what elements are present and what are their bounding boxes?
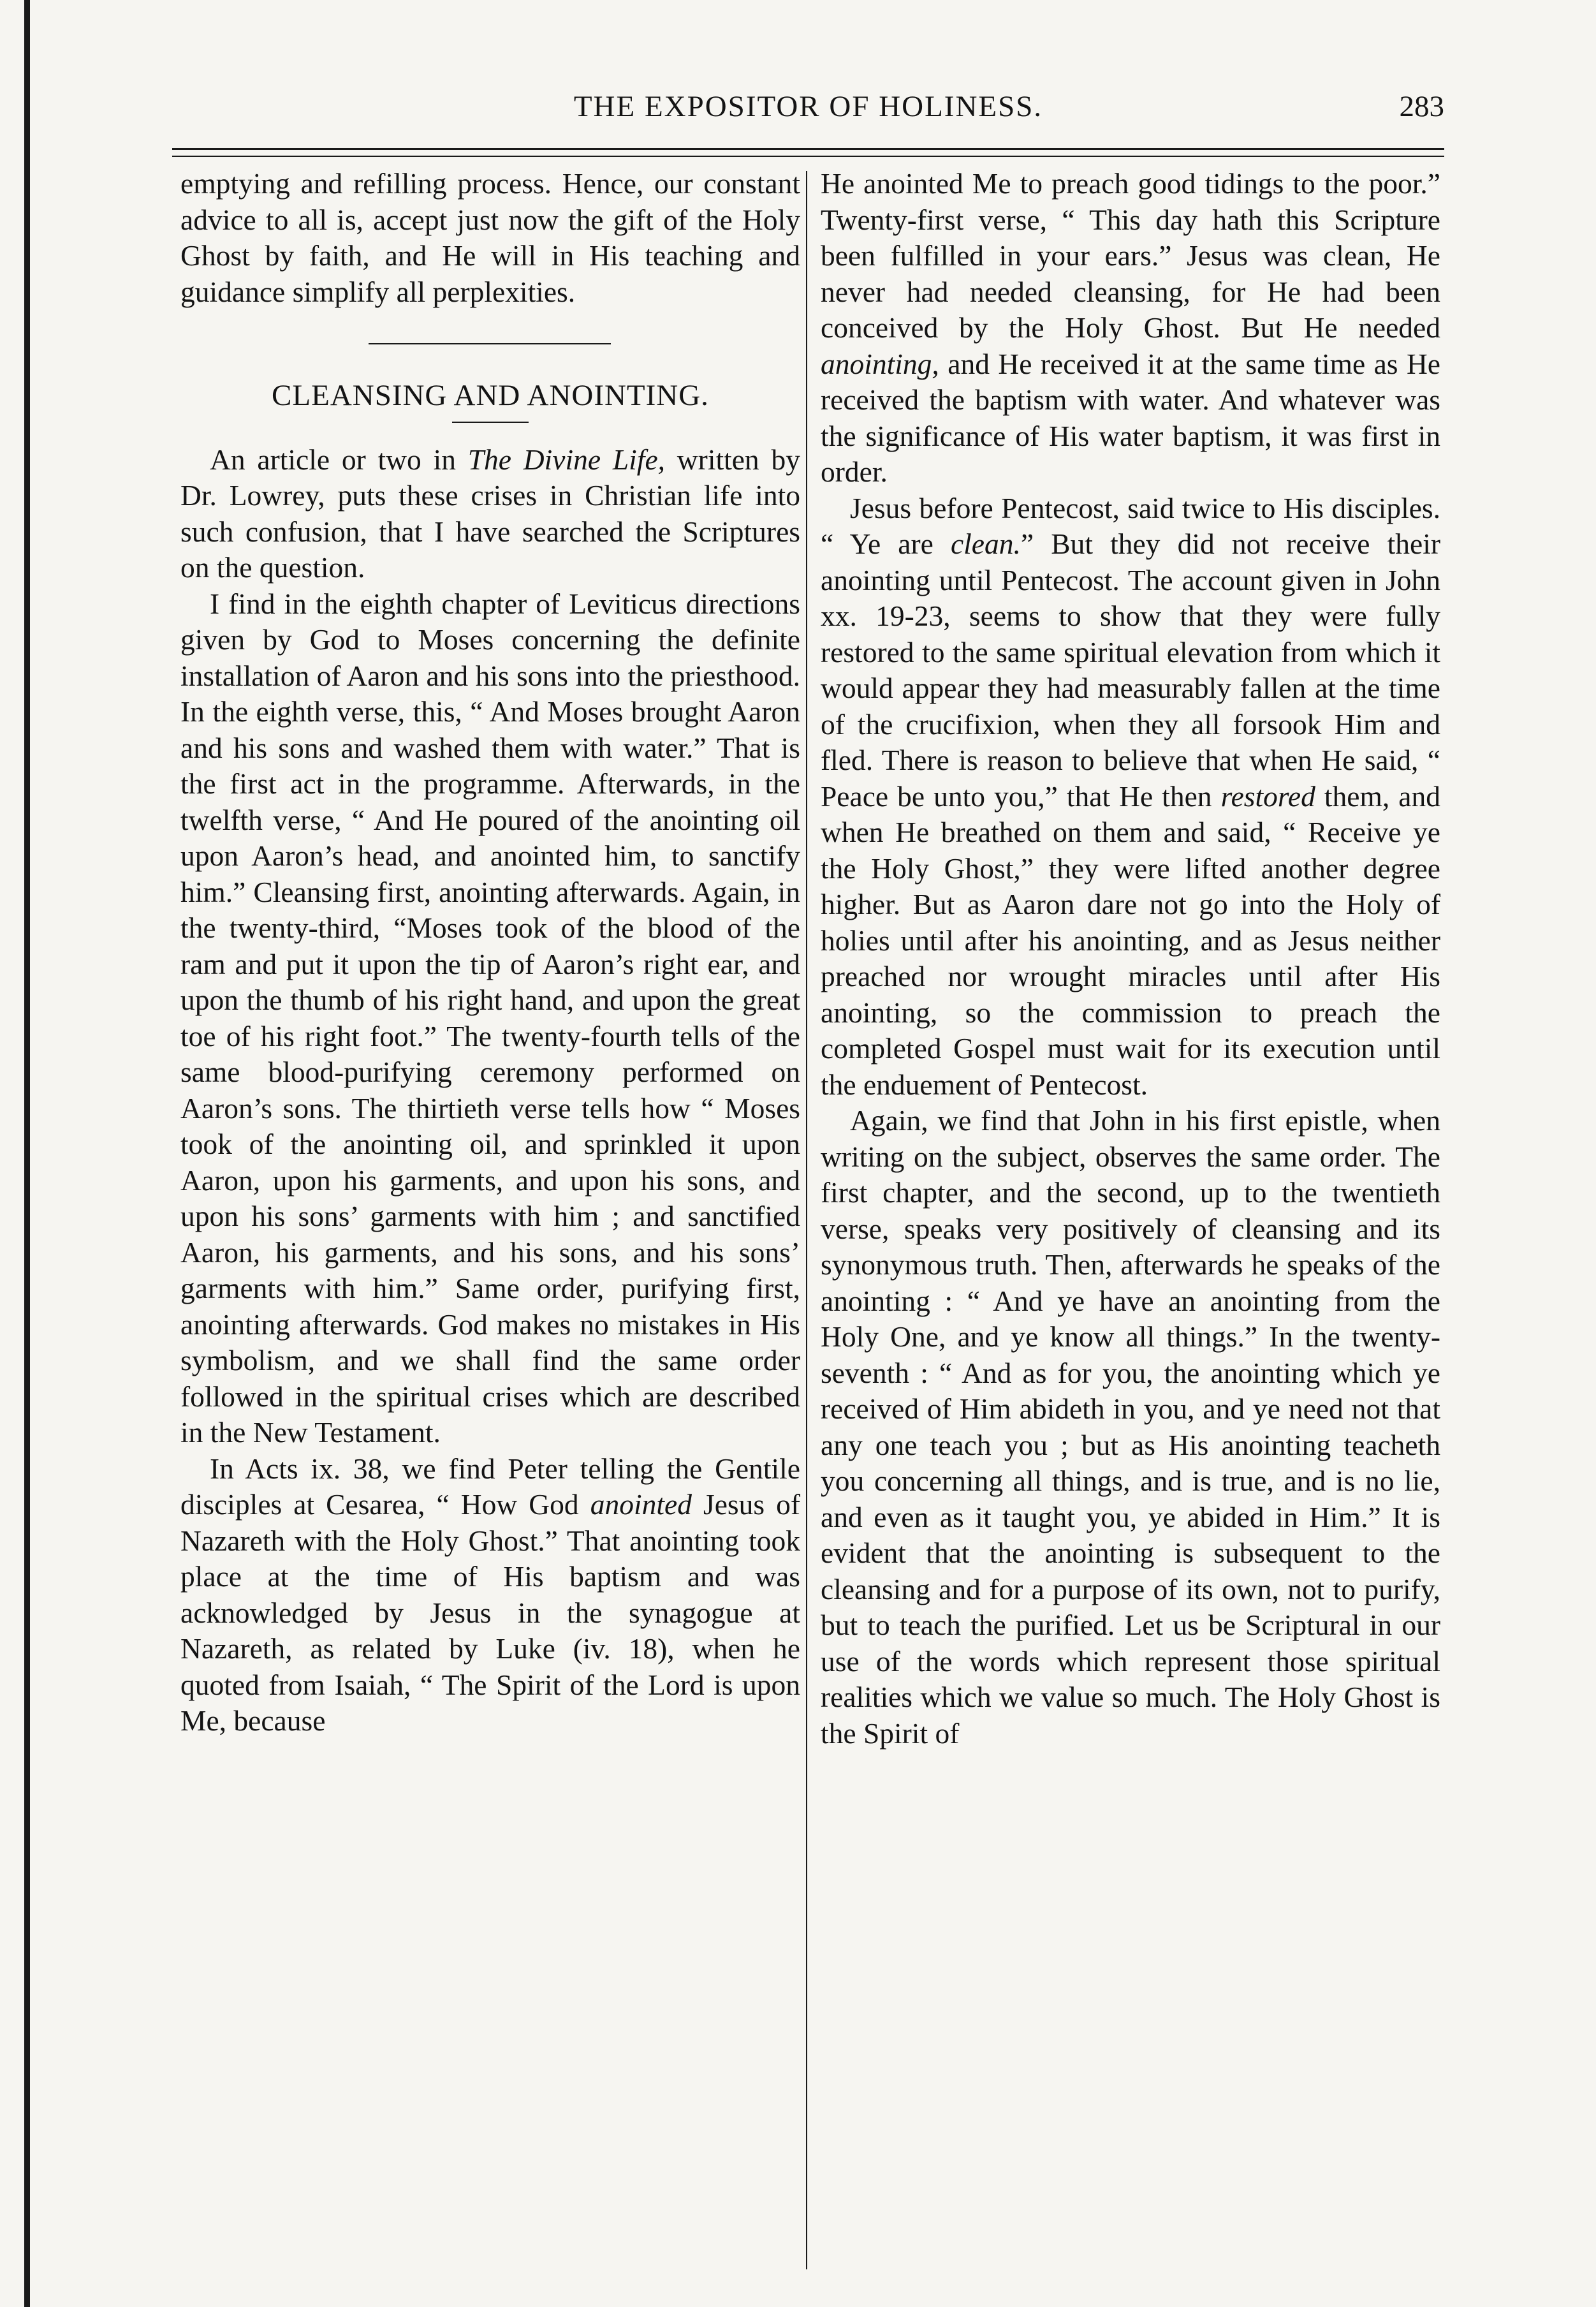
italic-title: The Divine Life, — [467, 443, 666, 476]
left-column — [180, 166, 800, 1739]
header-rule-bottom — [172, 156, 1444, 157]
page-header — [172, 89, 1444, 140]
italic-word: restored — [1220, 779, 1315, 813]
heading-underline-rule — [452, 422, 529, 423]
right-continuation-paragraph: He anointed Me to preach good tidings to the poor.” Twenty-first verse, “ This day hath this Scripture been fulfilled in your ears.” Jesus was clean, He never had needed cleansing, for He had been conceived by the Holy Ghost. But He needed anointing, and He received it at the same time as He received the baptism with water. And whatever was the significance of His water baptism, it was first in order. — [821, 167, 1440, 488]
page-binding-edge — [24, 0, 30, 2307]
left-continuation-paragraph: emptying and refilling process. Hence, our constant advice to all is, accept just now the gift of the Holy Ghost by faith, and He will in His teaching and guidance simplify all perplexities. — [180, 167, 800, 308]
page-number: 283 — [1399, 90, 1444, 123]
section-heading: CLEANSING AND ANOINTING. — [272, 379, 709, 412]
article-paragraph-1: An article or two in The Divine Life, written by Dr. Lowrey, puts these crises in Christian life into such confusion, that I have searched the Scriptures on the question. — [180, 443, 800, 584]
column-divider — [806, 171, 807, 2269]
section-separator-rule — [369, 343, 611, 344]
italic-word: anointing, — [821, 347, 939, 380]
italic-word: clean. — [950, 527, 1021, 560]
right-column — [821, 166, 1440, 1751]
running-title: THE EXPOSITOR OF HOLINESS. — [573, 90, 1043, 123]
header-rule-top — [172, 148, 1444, 150]
article-paragraph-2: I find in the eighth chapter of Leviticus directions given by God to Moses concerning the definite installation of Aaron and his sons into the priesthood. In the eighth verse, this, “ And Moses brought Aaron and his sons and washed them with water.” That is the first act in the programme. Afterwards, in the twelfth verse, “ And He poured of the anointing oil upon Aaron’s head, and anointed him, to sanctify him.” Cleansing first, anointing afterwards. Again, in the twenty-third, “Moses took of the blood of the ram and put it upon the tip of Aaron’s right ear, and upon the thumb of his right hand, and upon the great toe of his right foot.” The twenty-fourth tells of the same blood-purifying ceremony performed on Aaron’s sons. The thirtieth verse tells how “ Moses took of the anointing oil, and sprinkled it upon Aaron, upon his garments, and upon his sons, and upon his sons’ garments with him ; and sanctified Aaron, his garments, and his sons, and his sons’ garments with him.” Same order, purifying first, anointing afterwards. God makes no mistakes in His symbolism, and we shall find the same order followed in the spiritual crises which are described in the New Testament. — [180, 587, 800, 1448]
article-paragraph-3: In Acts ix. 38, we find Peter telling the Gentile disciples at Cesarea, “ How God anointed Jesus of Nazareth with the Holy Ghost.” That anointing took place at the time of His baptism and was acknowledged by Jesus in the synagogue at Nazareth, as related by Luke (iv. 18), when he quoted from Isaiah, “ The Spirit of the Lord is upon Me, because — [180, 1452, 801, 1737]
italic-word: anointed — [590, 1488, 692, 1521]
article-paragraph-4: Jesus before Pentecost, said twice to His disciples. “ Ye are clean.” But they did not receive their anointing until Pentecost. The account given in John xx. 19-23, seems to show that they were fully restored to the same spiritual elevation from which it would appear they had measurably fallen at the time of the crucifixion, when they all forsook Him and fled. There is reason to believe that when He said, “ Peace be unto you,” that He then restored them, and when He breathed on them and said, “ Receive ye the Holy Ghost,” they were lifted another degree higher. But as Aaron dare not go into the Holy of holies until after his anointing, and as Jesus neither preached nor wrought miracles until after His anointing, so the commission to preach the completed Gospel must wait for its execution until the enduement of Pentecost. — [821, 491, 1440, 1101]
article-paragraph-5: Again, we find that John in his first epistle, when writing on the subject, observes the same order. The first chapter, and the second, up to the twentieth verse, speaks very positively of cleansing and its synonymous truth. Then, afterwards he speaks of the anointing : “ And ye have an anointing from the Holy One, and ye know all things.” In the twenty-seventh : “ And as for you, the anointing which ye received of Him abideth in you, and ye need not that any one teach you ; but as His anointing teacheth you concerning all things, and is true, and is no lie, and even as it taught you, ye abided in Him.” It is evident that the anointing is subsequent to the cleansing and for a purpose of its own, not to purify, but to teach the purified. Let us be Scriptural in our use of the words which represent those spiritual realities which we value so much. The Holy Ghost is the Spirit of — [821, 1104, 1440, 1750]
